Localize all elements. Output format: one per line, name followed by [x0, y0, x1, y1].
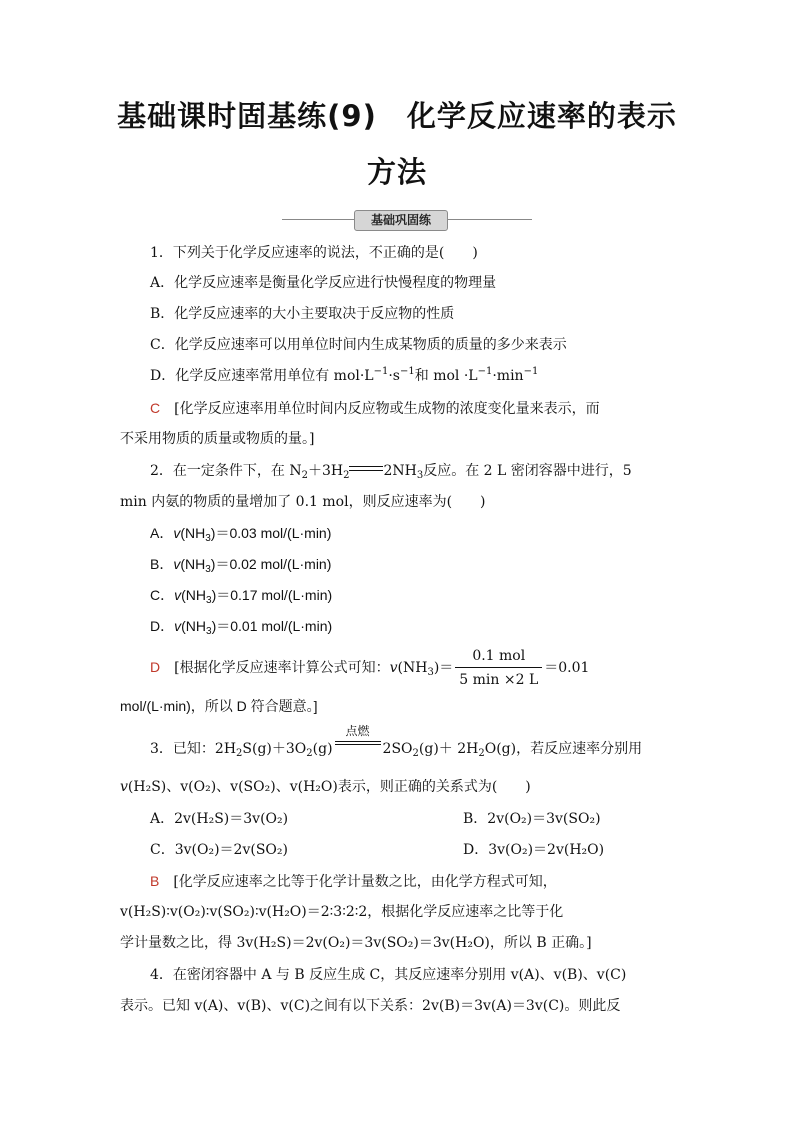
- q2-explanation-line2: mol/(L·min)，所以 D 符合题意。]: [120, 698, 318, 714]
- q2-stem-line2: min 内氨的物质的量增加了 0.1 mol，则反应速率为( ): [120, 494, 486, 510]
- q2-stem-line1: 2．在一定条件下，在 $N_2+3H_2$ $2NH_3$反应。在 2 L 密闭容器中进行，5: [150, 463, 632, 481]
- q3-option-a: A．2v(H₂S)＝3v(O₂): [150, 811, 289, 827]
- q3-stem-line1: 3．已知：$2H_2S(g)+3O_2(g)$ 点燃 $2SO_2(g)+ 2H_2O(g)$，若反应速率分别用: [150, 724, 643, 759]
- q3-explanation-line1: B [化学反应速率之比等于化学计量数之比，由化学方程式可知，: [150, 873, 557, 890]
- q4-stem-line1: 4．在密闭容器中 A 与 B 反应生成 C，其反应速率分别用 v(A)、v(B)、v(C): [150, 967, 627, 983]
- q3-explanation-line3: 学计量数之比，得 3v(H₂S)＝2v(O₂)＝3v(SO₂)＝3v(H₂O)，所以 B 正确。]: [120, 935, 592, 951]
- q2-explanation-line1: D [根据化学反应速率计算公式可知：$v(NH_3)=$ $\frac{\text{0.1 mol}}{5 \min \times 2 L}$ ＝0.01: [150, 644, 710, 692]
- section-badge: 基础巩固练: [354, 210, 448, 231]
- ignition-condition: 点燃: [335, 735, 381, 755]
- q1-option-a: A．化学反应速率是衡量化学反应进行快慢程度的物理量: [150, 275, 497, 291]
- q3-answer: B: [150, 873, 160, 889]
- q1-option-c: C．化学反应速率可以用单位时间内生成某物质的质量的多少来表示: [150, 337, 567, 353]
- q2-option-c: C．$v(NH_3)=0.17$ mol/(L·min): [150, 587, 333, 606]
- reversible-arrow: [349, 462, 383, 476]
- q3-option-c: C．3v(O₂)＝2v(SO₂): [150, 842, 288, 858]
- q1-option-b: B．化学反应速率的大小主要取决于反应物的性质: [150, 306, 455, 322]
- q2-option-d: D．$v(NH_3)=0.01$ mol/(L·min): [150, 618, 333, 637]
- q2-option-b: B．$v(NH_3)=0.02$ mol/(L·min): [150, 556, 332, 575]
- q2-option-a: A．$v(NH_3)=0.03$ mol/(L·min): [150, 525, 332, 544]
- q3-stem-line2: v(H₂S)、v(O₂)、v(SO₂)、v(H₂O)表示，则正确的关系式为( ): [120, 779, 531, 795]
- rate-fraction: $\frac{\text{0.1 mol}}{5 \min \times 2 L}$: [455, 645, 542, 692]
- q1-option-d: D．化学反应速率常用单位有 $mol\cdot L^{-1}\cdot s^{-1}$和 mol $\cdot L^{-1}\cdot\min^{-1}$: [150, 366, 539, 384]
- page-title-line1: 基础课时固基练(9) 化学反应速率的表示: [117, 99, 677, 133]
- q2-answer: D: [150, 659, 161, 675]
- page-title-line2: 方法: [366, 155, 427, 189]
- q1-explanation-line1: C [化学反应速率用单位时间内反应物或生成物的浓度变化量来表示，而: [150, 400, 600, 417]
- q3-options-row1: [150, 808, 710, 830]
- q3-option-b: B．2v(O₂)＝3v(SO₂): [463, 811, 601, 827]
- q1-answer: C: [150, 400, 161, 416]
- q1-stem: 1．下列关于化学反应速率的说法，不正确的是( ): [150, 245, 478, 261]
- q3-option-d: D．3v(O₂)＝2v(H₂O): [463, 842, 605, 858]
- q3-explanation-line2: v(H₂S)∶v(O₂)∶v(SO₂)∶v(H₂O)＝2∶3∶2∶2，根据化学反应速率之比等于化: [120, 904, 564, 920]
- q1-explanation-line2: 不采用物质的质量或物质的量。]: [120, 431, 315, 447]
- q4-stem-line2: 表示。已知 v(A)、v(B)、v(C)之间有以下关系：2v(B)＝3v(A)＝3v(C)。则此反: [120, 998, 621, 1014]
- section-header: [282, 208, 532, 234]
- q3-options-row2: [150, 839, 710, 861]
